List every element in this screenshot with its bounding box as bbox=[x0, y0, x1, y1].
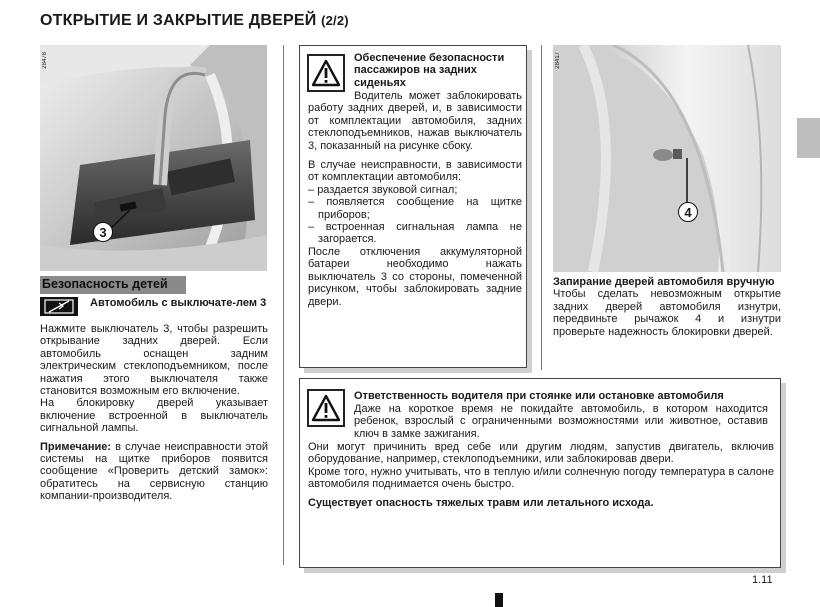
warning-box1-title: Обеспечение безопасности пассажиров на задних сиденьях bbox=[354, 52, 505, 89]
note-label: Примечание: bbox=[40, 440, 112, 453]
column-divider bbox=[541, 45, 542, 370]
door-switch-illustration bbox=[40, 45, 267, 271]
list-item-text: раздается звуковой сигнал; bbox=[317, 183, 458, 196]
page-number: 1.11 bbox=[752, 574, 773, 586]
photo-door-lever bbox=[553, 45, 781, 272]
page-title bbox=[40, 12, 349, 30]
child-safety-p2: На блокировку дверей указывает включение встроенной в выключатель сигнальной лампы. bbox=[40, 397, 268, 435]
warning-box1-p2: В случае неисправности, в зависимости от комплектации автомобиля: bbox=[308, 159, 522, 184]
warning-triangle-icon bbox=[307, 389, 345, 427]
child-safety-text bbox=[40, 323, 268, 503]
list-item: – встроенная сигнальная лампа не загорается. bbox=[308, 221, 522, 246]
list-item: – появляется сообщение на щитке приборов; bbox=[308, 196, 522, 221]
callout-4: 4 bbox=[678, 202, 698, 222]
warning-box-driver-responsibility bbox=[299, 378, 781, 568]
page-title-text: ОТКРЫТИЕ И ЗАКРЫТИЕ ДВЕРЕЙ bbox=[40, 12, 317, 29]
callout-3: 3 bbox=[93, 222, 113, 242]
warning-box2-p2: Они могут причинить вред себе или другим людям, запустив двигатель, включив оборудование, например, стеклоподъемники, или заблокировав двери. bbox=[308, 441, 774, 466]
child-safety-p1: Нажмите выключатель 3, чтобы разрешить открывание задних дверей. Если автомобиль оснащен задним электрическим стеклоподъемником, после нажатия этого выключателя также становится возможным его включение. bbox=[40, 323, 268, 398]
page-title-part: (2/2) bbox=[321, 13, 349, 28]
photo-left-code: 28478 bbox=[42, 52, 48, 69]
list-item: – раздается звуковой сигнал; bbox=[308, 183, 458, 196]
list-item-text: встроенная сигнальная лампа не загорается. bbox=[318, 221, 522, 246]
list-item-text: появляется сообщение на щитке приборов; bbox=[318, 196, 522, 221]
warning-box2-p1-text: Даже на короткое время не покидайте автомобиль, в котором находится ребенок, взрослый с ограниченными возможностями или животное, оставив ключ в замке зажигания. bbox=[354, 403, 768, 440]
warning-box1-p1: Водитель может заблокировать работу задних дверей, и, в зависимости от комплектации автомобиля, задних стеклоподъемников, нажав выключатель 3, показанный на рисунке сбоку. bbox=[308, 90, 522, 152]
chapter-tab bbox=[797, 118, 820, 158]
manual-lock-heading: Запирание дверей автомобиля вручную bbox=[553, 276, 775, 288]
manual-lock-text: Чтобы сделать невозможным открытие задних дверей автомобиля изнутри, передвиньте рычажок 4 и изнутри проверьте надежность блокировки дверей. bbox=[553, 288, 781, 338]
photo-door-switch bbox=[40, 45, 267, 271]
page-marker bbox=[495, 593, 503, 607]
child-safety-subheading bbox=[90, 297, 268, 309]
warning-box1-p3: После отключения аккумуляторной батареи необходимо нажать выключатель 3 со стороны, помеченной рисунком, чтобы заблокировать задние двери. bbox=[308, 245, 522, 308]
section-heading-child-safety: Безопасность детей bbox=[40, 276, 186, 294]
column-divider bbox=[283, 45, 284, 565]
warning-box-rear-passengers bbox=[299, 45, 527, 368]
child-safety-note bbox=[40, 441, 268, 503]
warning-box2-body bbox=[308, 441, 774, 509]
warning-triangle-icon bbox=[307, 54, 345, 92]
photo-right-code: 28417 bbox=[555, 52, 561, 69]
warning-box1-text bbox=[308, 90, 522, 308]
child-lock-icon bbox=[40, 297, 78, 316]
manual-lock-section bbox=[553, 276, 781, 338]
warning-box2-p1 bbox=[354, 403, 768, 440]
warning-box1-list bbox=[308, 184, 522, 246]
child-safety-subheading-text: Автомобиль с выключате-лем 3 bbox=[90, 297, 267, 309]
note-text: в случае неисправности этой системы на щитке приборов появится сообщение «Проверить детский замок»: обратитесь на сервисную станцию компании-производителя. bbox=[40, 440, 268, 503]
warning-box2-p4: Существует опасность тяжелых травм или летального исхода. bbox=[308, 496, 654, 509]
door-lever-illustration bbox=[553, 45, 781, 272]
warning-box2-p3: Кроме того, нужно учитывать, что в теплую и/или солнечную погоду температура в салоне автомобиля поднимается очень быстро. bbox=[308, 465, 774, 491]
warning-box2-title: Ответственность водителя при стоянке или остановке автомобиля bbox=[354, 390, 724, 402]
